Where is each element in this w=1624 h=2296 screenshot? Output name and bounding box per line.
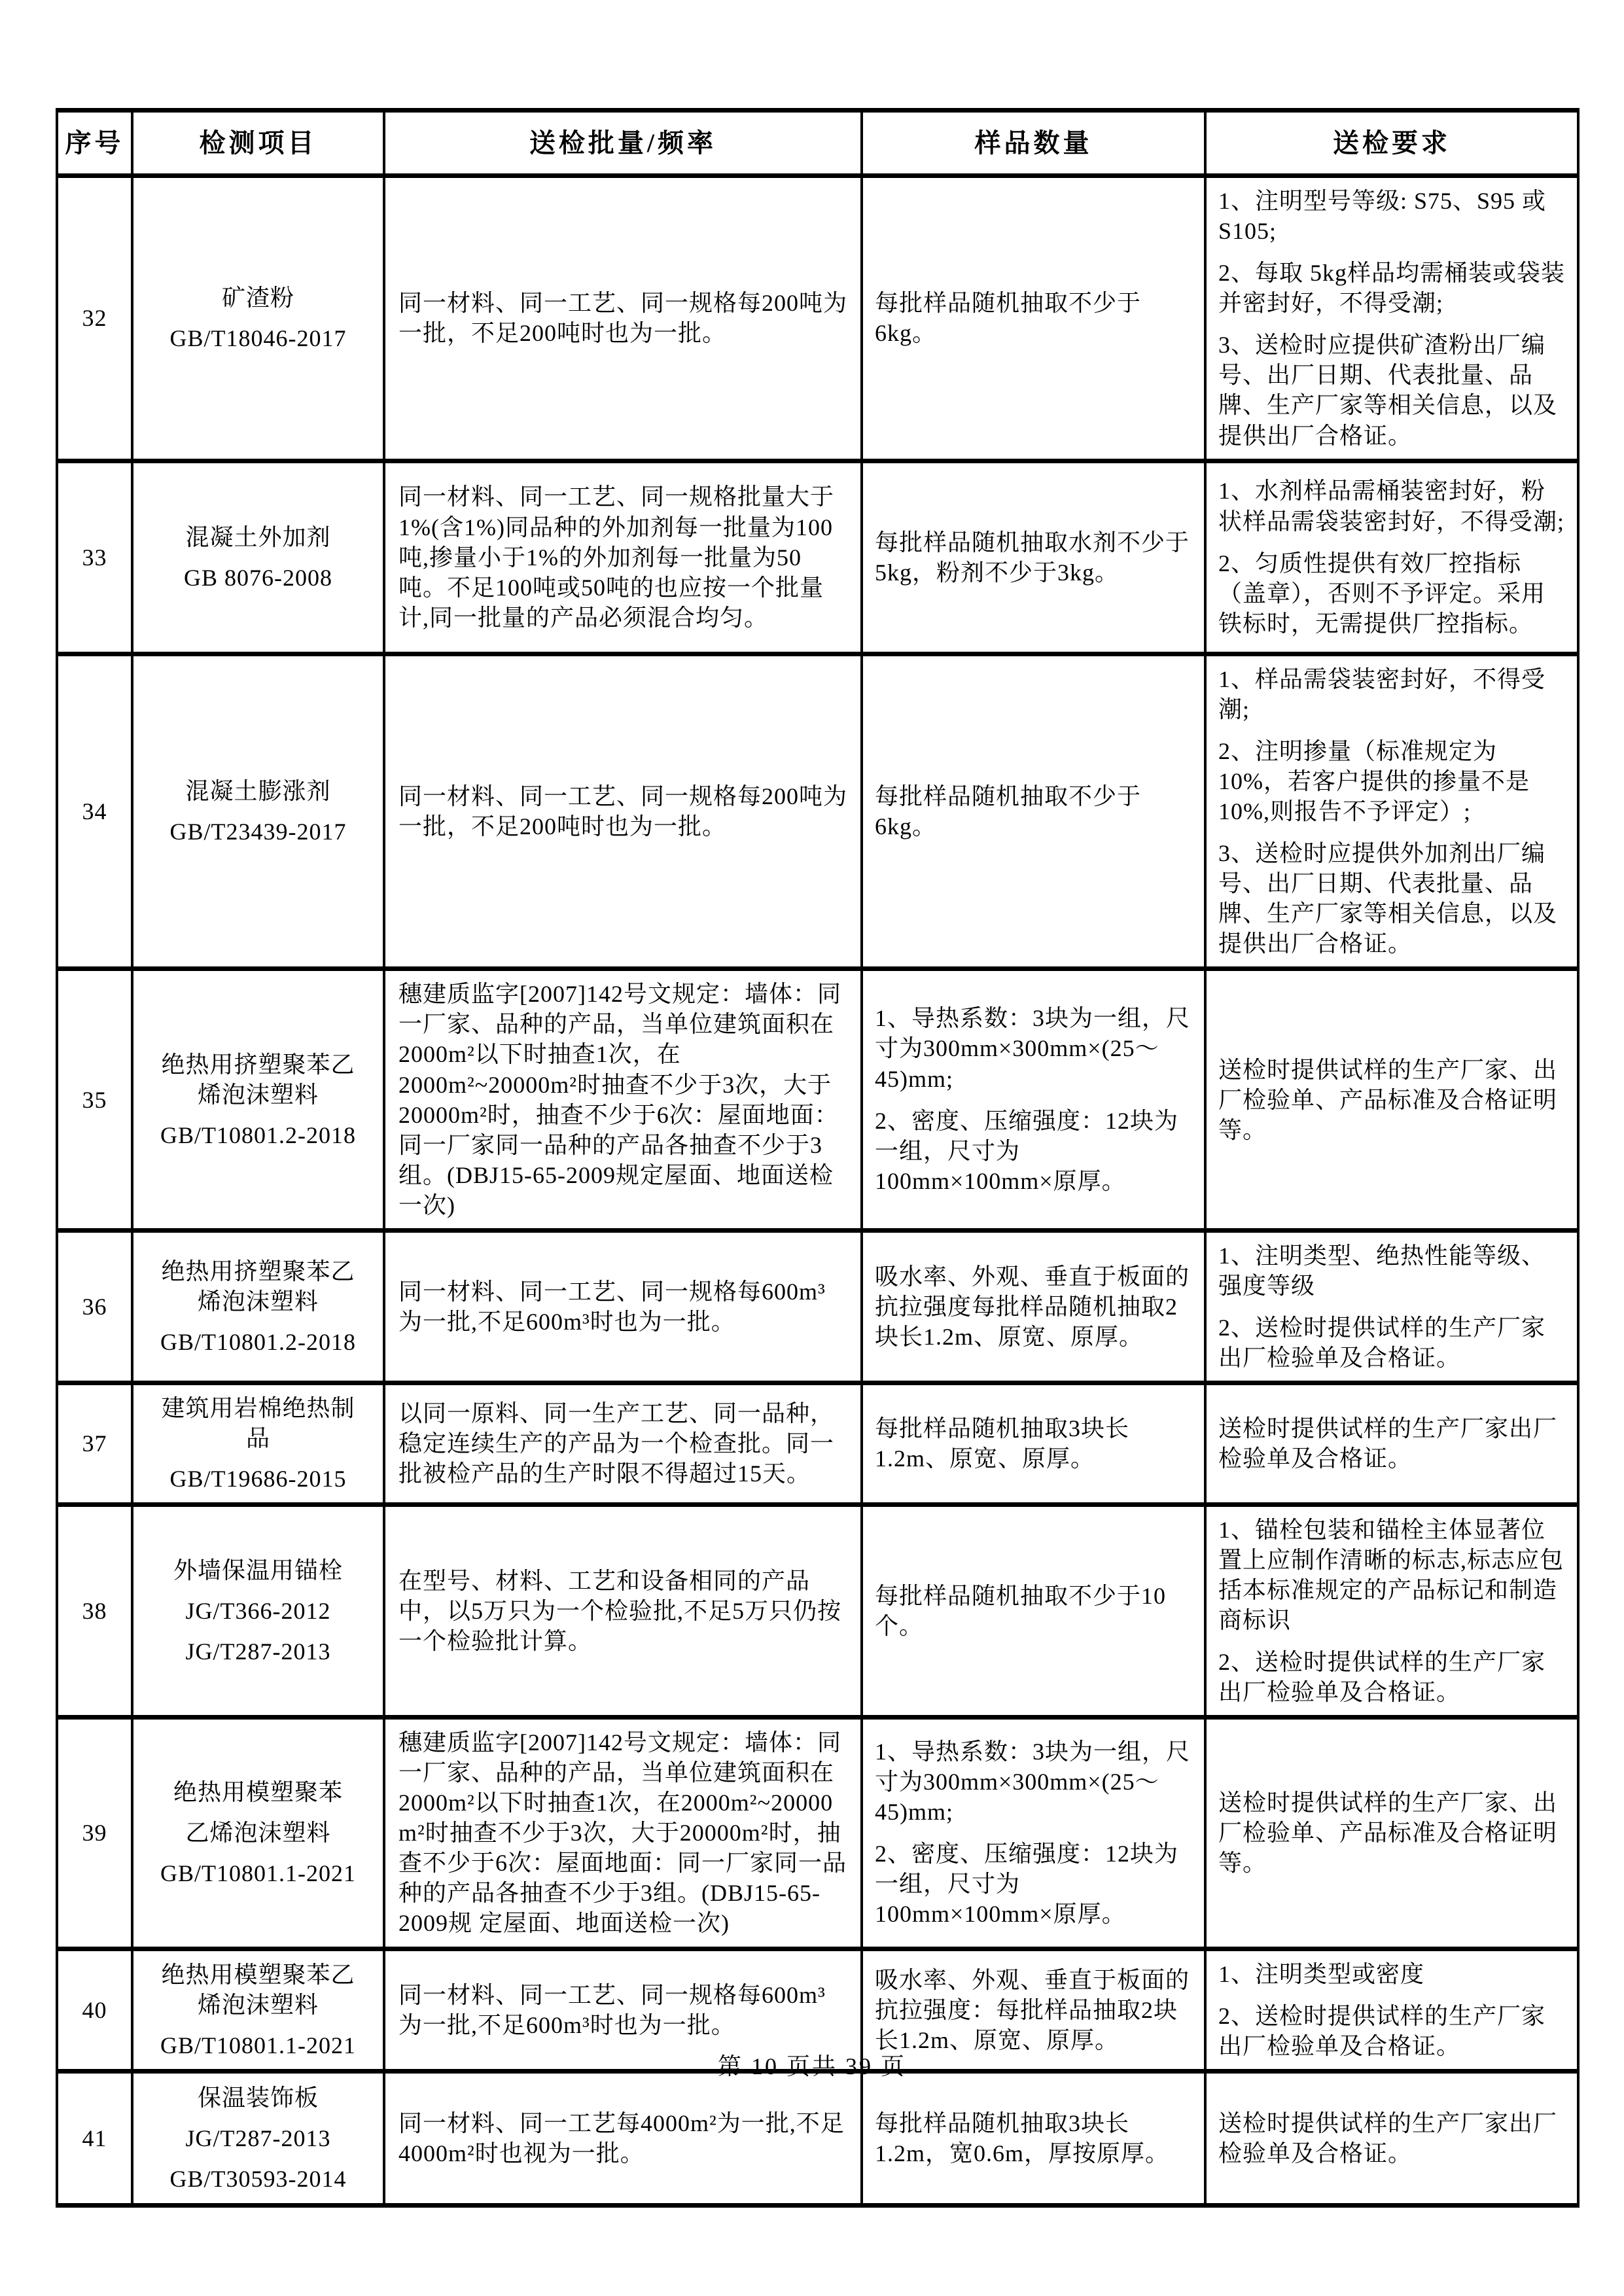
cell-test-item — [132, 1504, 384, 1717]
quantity-text: 每批样品随机抽取水剂不少于5kg，粉剂不少于3kg。 — [875, 529, 1190, 586]
cell-requirements — [1205, 654, 1578, 969]
table-row — [57, 1717, 1578, 1949]
table-body — [57, 176, 1578, 2206]
batch-text: 以同一原料、同一生产工艺、同一品种，稳定连续生产的产品为一个检查批。同一批被检产品的生产时限不得超过15天。 — [398, 1400, 835, 1487]
item-name: 建筑用岩棉绝热制品 — [161, 1395, 355, 1452]
cell-serial: 40 — [57, 1949, 132, 2071]
cell-sample-quantity — [862, 176, 1205, 461]
item-standard: GB/T23439-2017 — [169, 818, 347, 845]
quantity-text: 每批样品随机抽取不少于6kg。 — [875, 290, 1142, 347]
table-row — [57, 1230, 1578, 1383]
cell-requirements — [1205, 1717, 1578, 1949]
cell-serial: 37 — [57, 1383, 132, 1504]
requirement-item: 送检时提供试样的生产厂家、出厂检验单、产品标准及合格证明等。 — [1218, 1056, 1558, 1143]
item-standard: GB/T18046-2017 — [169, 325, 347, 352]
cell-batch-frequency — [384, 1383, 862, 1504]
cell-serial: 39 — [57, 1717, 132, 1949]
cell-requirements — [1205, 1383, 1578, 1504]
requirement-item: 3、送检时应提供矿渣粉出厂编号、出厂日期、代表批量、品牌、生产厂家等相关信息，以及提供出厂合格证。 — [1218, 332, 1558, 449]
table-row — [57, 176, 1578, 461]
item-name: 混凝土外加剂 — [185, 523, 331, 550]
cell-serial: 35 — [57, 969, 132, 1231]
cell-sample-quantity — [862, 654, 1205, 969]
cell-test-item — [132, 461, 384, 654]
cell-batch-frequency — [384, 1504, 862, 1717]
requirement-item: 1、样品需袋装密封好，不得受潮; — [1218, 665, 1546, 722]
batch-text: 同一材料、同一工艺、同一规格每600m³为一批,不足600m³时也为一批。 — [398, 1981, 826, 2038]
cell-requirements — [1205, 461, 1578, 654]
header-sample-quantity: 样品数量 — [862, 111, 1205, 176]
batch-text: 同一材料、同一工艺、同一规格每600m³为一批,不足600m³时也为一批。 — [398, 1279, 826, 1335]
cell-sample-quantity — [862, 1717, 1205, 1949]
header-row — [57, 111, 1578, 176]
quantity-text: 每批样品随机抽取3块长1.2m，宽0.6m，厚按原厚。 — [875, 2110, 1170, 2166]
requirement-item: 2、送检时提供试样的生产厂家出厂检验单及合格证。 — [1218, 1648, 1546, 1705]
requirement-item: 2、每取 5kg样品均需桶装或袋装并密封好，不得受潮; — [1218, 260, 1566, 317]
batch-text: 同一材料、同一工艺、同一规格每200吨为一批，不足200吨时也为一批。 — [398, 783, 848, 839]
requirement-item: 3、送检时应提供外加剂出厂编号、出厂日期、代表批量、品牌、生产厂家等相关信息，以及提供出厂合格证。 — [1218, 840, 1558, 957]
item-name: 绝热用模塑聚苯乙烯泡沫塑料 — [161, 1961, 355, 2018]
cell-sample-quantity — [862, 1383, 1205, 1504]
table-row — [57, 654, 1578, 969]
quantity-text: 2、密度、压缩强度：12块为一组，尺寸为100mm×100mm×原厚。 — [875, 1107, 1179, 1194]
cell-test-item — [132, 1230, 384, 1383]
cell-batch-frequency — [384, 969, 862, 1231]
header-submission-requirements: 送检要求 — [1205, 111, 1578, 176]
cell-batch-frequency — [384, 1717, 862, 1949]
requirement-item: 2、匀质性提供有效厂控指标（盖章），否则不予评定。采用铁标时，无需提供厂控指标。 — [1218, 550, 1546, 637]
item-standard: GB/T10801.2-2018 — [160, 1122, 356, 1148]
cell-test-item — [132, 2071, 384, 2205]
cell-serial: 38 — [57, 1504, 132, 1717]
quantity-text: 2、密度、压缩强度：12块为一组，尺寸为100mm×100mm×原厚。 — [875, 1841, 1179, 1928]
cell-sample-quantity — [862, 1230, 1205, 1383]
requirement-item: 送检时提供试样的生产厂家出厂检验单及合格证。 — [1218, 1415, 1558, 1472]
quantity-text: 每批样品随机抽取不少于10个。 — [875, 1582, 1167, 1639]
item-standard: GB/T10801.2-2018 — [160, 1329, 356, 1356]
cell-requirements — [1205, 2071, 1578, 2205]
requirement-item: 1、注明型号等级: S75、S95 或S105; — [1218, 188, 1547, 245]
header-batch-frequency: 送检批量/频率 — [384, 111, 862, 176]
quantity-text: 1、导热系数：3块为一组，尺寸为300mm×300mm×(25～45)mm; — [875, 1005, 1191, 1092]
requirement-item: 送检时提供试样的生产厂家出厂检验单及合格证。 — [1218, 2110, 1558, 2166]
batch-text: 同一材料、同一工艺、同一规格每200吨为一批，不足200吨时也为一批。 — [398, 290, 848, 347]
quantity-text: 吸水率、外观、垂直于板面的抗拉强度每批样品随机抽取2块长1.2m、原宽、原厚。 — [875, 1263, 1190, 1351]
cell-sample-quantity — [862, 461, 1205, 654]
batch-text: 在型号、材料、工艺和设备相同的产品中，以5万只为一个检验批,不足5万只仍按一个检验批计算。 — [398, 1567, 842, 1654]
item-standard: GB 8076-2008 — [184, 564, 332, 591]
requirement-item: 1、锚栓包装和锚栓主体显著位置上应制作清晰的标志,标志应包括本标准规定的产品标记和制造商标识 — [1218, 1516, 1564, 1633]
item-standard: JG/T366-2012 — [185, 1597, 331, 1624]
page-number-indicator: 第 10 页共 39 页 — [717, 2053, 906, 2079]
item-standard: GB/T10801.1-2021 — [160, 2032, 356, 2058]
item-name: 混凝土膨涨剂 — [185, 777, 331, 804]
requirement-item: 2、送检时提供试样的生产厂家出厂检验单及合格证。 — [1218, 1315, 1546, 1371]
item-name: 绝热用模塑聚苯 — [173, 1779, 343, 1806]
cell-serial: 32 — [57, 176, 132, 461]
item-name: 绝热用挤塑聚苯乙烯泡沫塑料 — [161, 1258, 355, 1315]
item-standard: JG/T287-2013 — [185, 2125, 331, 2151]
item-standard: GB/T10801.1-2021 — [160, 1860, 356, 1887]
cell-requirements — [1205, 969, 1578, 1231]
item-name: 保温装饰板 — [197, 2084, 319, 2111]
requirement-item: 1、注明类型或密度 — [1218, 1960, 1425, 1987]
cell-test-item — [132, 176, 384, 461]
requirement-item: 2、注明掺量（标准规定为10%，若客户提供的掺量不是10%,则报告不予评定）; — [1218, 737, 1530, 824]
table-row — [57, 1504, 1578, 1717]
table-header — [57, 111, 1578, 176]
cell-requirements — [1205, 1504, 1578, 1717]
quantity-text: 每批样品随机抽取3块长1.2m、原宽、原厚。 — [875, 1415, 1130, 1472]
cell-serial: 34 — [57, 654, 132, 969]
cell-batch-frequency — [384, 1230, 862, 1383]
requirement-item: 1、水剂样品需桶装密封好，粉状样品需袋装密封好，不得受潮; — [1218, 478, 1565, 535]
item-name: 绝热用挤塑聚苯乙烯泡沫塑料 — [161, 1051, 355, 1108]
requirement-item: 1、注明类型、绝热性能等级、强度等级 — [1218, 1242, 1546, 1299]
cell-serial: 41 — [57, 2071, 132, 2205]
table-row — [57, 969, 1578, 1231]
table-row — [57, 1383, 1578, 1504]
requirement-item: 2、送检时提供试样的生产厂家出厂检验单及合格证。 — [1218, 2002, 1546, 2059]
quantity-text: 每批样品随机抽取不少于6kg。 — [875, 783, 1142, 839]
header-serial-number: 序号 — [57, 111, 132, 176]
cell-test-item — [132, 654, 384, 969]
quantity-text: 吸水率、外观、垂直于板面的抗拉强度：每批样品抽取2块长1.2m、原宽、原厚。 — [875, 1966, 1190, 2053]
cell-test-item — [132, 1717, 384, 1949]
cell-sample-quantity — [862, 969, 1205, 1231]
header-test-item: 检测项目 — [132, 111, 384, 176]
requirement-item: 送检时提供试样的生产厂家、出厂检验单、产品标准及合格证明等。 — [1218, 1790, 1558, 1877]
quantity-text: 1、导热系数：3块为一组，尺寸为300mm×300mm×(25～45)mm; — [875, 1739, 1191, 1826]
cell-batch-frequency — [384, 2071, 862, 2205]
item-standard: GB/T30593-2014 — [169, 2165, 347, 2192]
cell-batch-frequency — [384, 461, 862, 654]
cell-serial: 36 — [57, 1230, 132, 1383]
cell-test-item — [132, 1383, 384, 1504]
cell-sample-quantity — [862, 2071, 1205, 2205]
cell-batch-frequency — [384, 654, 862, 969]
table-row — [57, 2071, 1578, 2205]
item-name: 外墙保温用锚栓 — [173, 1557, 343, 1583]
cell-batch-frequency — [384, 176, 862, 461]
batch-text: 穗建质监字[2007]142号文规定：墙体：同一厂家、品种的产品，当单位建筑面积在2000m²以下时抽查1次，在2000m²~20000 m²时抽查不少于3次，大于20000m²时，抽查不少于6次：屋面地面：同一厂家同一品种的产品各抽查不少于3组。(DBJ15-65-2009规 定屋面、地面送检一次) — [398, 1729, 847, 1937]
inspection-items-table — [56, 108, 1580, 2208]
cell-requirements — [1205, 1230, 1578, 1383]
table-row — [57, 461, 1578, 654]
item-name: 矿渣粉 — [221, 285, 294, 311]
cell-serial: 33 — [57, 461, 132, 654]
batch-text: 同一材料、同一工艺每4000m²为一批,不足4000m²时也视为一批。 — [398, 2110, 845, 2166]
cell-test-item — [132, 969, 384, 1231]
batch-text: 同一材料、同一工艺、同一规格批量大于1%(含1%)同品种的外加剂每一批量为100吨,掺量小于1%的外加剂每一批量为50吨。不足100吨或50吨的也应按一个批量计,同一批量的产品必须混合均匀。 — [398, 484, 835, 631]
cell-sample-quantity — [862, 1504, 1205, 1717]
item-standard: GB/T19686-2015 — [169, 1466, 347, 1492]
item-name: 乙烯泡沫塑料 — [185, 1820, 331, 1846]
batch-text: 穗建质监字[2007]142号文规定：墙体：同一厂家、品种的产品，当单位建筑面积在2000m²以下时抽查1次，在2000m²~20000m²时抽查不少于3次，大于20000m²时，抽查不少于6次：屋面地面：同一厂家同一品种的产品各抽查不少于3组。(DBJ15-65-2009规定屋面、地面送检一次) — [398, 981, 841, 1218]
item-standard: JG/T287-2013 — [185, 1638, 331, 1665]
cell-requirements — [1205, 176, 1578, 461]
